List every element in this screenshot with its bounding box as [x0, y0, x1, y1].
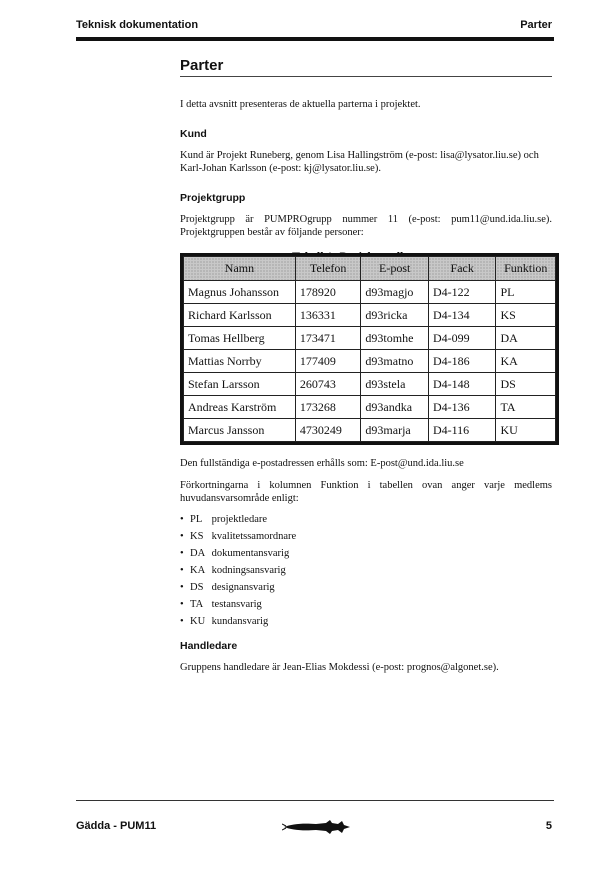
abbr-meaning: dokumentansvarig: [211, 548, 290, 559]
table-row: [184, 281, 556, 304]
table-row: [184, 419, 556, 442]
cell-box: D4-116: [428, 419, 496, 442]
handledare-paragraph: Gruppens handledare är Jean-Elias Mokdessi (e-post: prognos@algonet.se).: [180, 662, 499, 673]
abbr-code: KU: [190, 616, 206, 627]
column-header-namn: Namn: [184, 257, 296, 281]
column-header-epost: E-post: [361, 257, 429, 281]
abbr-code: KS: [190, 531, 204, 542]
projektgrupp-heading: Projektgrupp: [180, 192, 246, 204]
section-title: Parter: [180, 57, 552, 77]
cell-box: D4-136: [428, 396, 496, 419]
cell-role: KU: [496, 419, 556, 442]
abbr-meaning: kvalitetssamordnare: [211, 531, 297, 542]
cell-box: D4-122: [428, 281, 496, 304]
cell-email: d93marja: [361, 419, 429, 442]
column-header-fack: Fack: [428, 257, 496, 281]
cell-role: KA: [496, 350, 556, 373]
projektgrupp-paragraph: Projektgrupp är PUMPROgrupp nummer 11 (e-post: pum11@und.ida.liu.se). Projektgruppen består av följande personer:: [180, 214, 552, 238]
email-note: Den fullständiga e-postadressen erhålls som: E-post@und.ida.liu.se: [180, 458, 464, 469]
list-item: • PL projektledare: [180, 511, 552, 528]
cell-box: D4-099: [428, 327, 496, 350]
cell-phone: 260743: [295, 373, 361, 396]
table-header-row: [184, 257, 556, 281]
page-header: [76, 19, 552, 33]
footer-rule: [76, 800, 554, 801]
kund-heading: Kund: [180, 128, 207, 140]
cell-phone: 178920: [295, 281, 361, 304]
abbr-meaning: projektledare: [211, 514, 268, 525]
table-row: [184, 350, 556, 373]
footer-project-name: Gädda - PUM11: [76, 820, 157, 832]
page-number: 5: [545, 820, 552, 832]
list-item: • KU kundansvarig: [180, 613, 552, 630]
list-item: • DA dokumentansvarig: [180, 545, 552, 562]
cell-role: DA: [496, 327, 556, 350]
abbreviation-list: [180, 511, 552, 630]
after-table-content: [180, 457, 552, 674]
handledare-heading: Handledare: [180, 640, 238, 652]
main-content: [180, 57, 552, 264]
cell-email: d93matno: [361, 350, 429, 373]
abbr-code: DS: [190, 582, 204, 593]
cell-name: Mattias Norrby: [184, 350, 296, 373]
cell-email: d93ricka: [361, 304, 429, 327]
header-rule: [76, 37, 554, 41]
cell-role: PL: [496, 281, 556, 304]
cell-box: D4-148: [428, 373, 496, 396]
cell-email: d93stela: [361, 373, 429, 396]
intro-paragraph: I detta avsnitt presenteras de aktuella parterna i projektet.: [180, 99, 421, 110]
cell-name: Tomas Hellberg: [184, 327, 296, 350]
list-item: • DS designansvarig: [180, 579, 552, 596]
abbreviation-intro: Förkortningarna i kolumnen Funktion i tabellen ovan anger varje medlems huvudansvarsområde enligt:: [180, 480, 552, 504]
table-row: [184, 373, 556, 396]
abbr-code: TA: [190, 599, 204, 610]
cell-phone: 136331: [295, 304, 361, 327]
cell-role: KS: [496, 304, 556, 327]
cell-name: Richard Karlsson: [184, 304, 296, 327]
kund-paragraph: Kund är Projekt Runeberg, genom Lisa Hallingström (e-post: lisa@lysator.liu.se) och Karl-Johan Karlsson (e-post: kj@lysator.liu.se).: [180, 150, 539, 174]
cell-phone: 4730249: [295, 419, 361, 442]
abbr-meaning: testansvarig: [211, 599, 262, 610]
abbr-code: PL: [190, 514, 203, 525]
cell-email: d93tomhe: [361, 327, 429, 350]
list-item: • KS kvalitetssamordnare: [180, 528, 552, 545]
list-item: • TA testansvarig: [180, 596, 552, 613]
members-table: [180, 253, 559, 445]
header-section-name: Parter: [520, 19, 552, 31]
abbr-meaning: kodningsansvarig: [211, 565, 286, 576]
cell-role: DS: [496, 373, 556, 396]
cell-name: Andreas Karström: [184, 396, 296, 419]
table-row: [184, 327, 556, 350]
abbr-meaning: kundansvarig: [211, 616, 269, 627]
abbr-code: KA: [190, 565, 206, 576]
cell-phone: 173471: [295, 327, 361, 350]
cell-email: d93andka: [361, 396, 429, 419]
table-row: [184, 396, 556, 419]
cell-box: D4-186: [428, 350, 496, 373]
column-header-funktion: Funktion: [496, 257, 556, 281]
abbr-meaning: designansvarig: [211, 582, 275, 593]
cell-name: Magnus Johansson: [184, 281, 296, 304]
cell-phone: 177409: [295, 350, 361, 373]
cell-name: Stefan Larsson: [184, 373, 296, 396]
table-row: [184, 304, 556, 327]
cell-phone: 173268: [295, 396, 361, 419]
cell-name: Marcus Jansson: [184, 419, 296, 442]
cell-email: d93magjo: [361, 281, 429, 304]
pike-fish-icon: [282, 818, 352, 839]
abbr-code: DA: [190, 548, 206, 559]
header-document-title: Teknisk dokumentation: [76, 19, 199, 31]
page-footer: [76, 818, 552, 834]
list-item: • KA kodningsansvarig: [180, 562, 552, 579]
cell-role: TA: [496, 396, 556, 419]
column-header-telefon: Telefon: [295, 257, 361, 281]
cell-box: D4-134: [428, 304, 496, 327]
